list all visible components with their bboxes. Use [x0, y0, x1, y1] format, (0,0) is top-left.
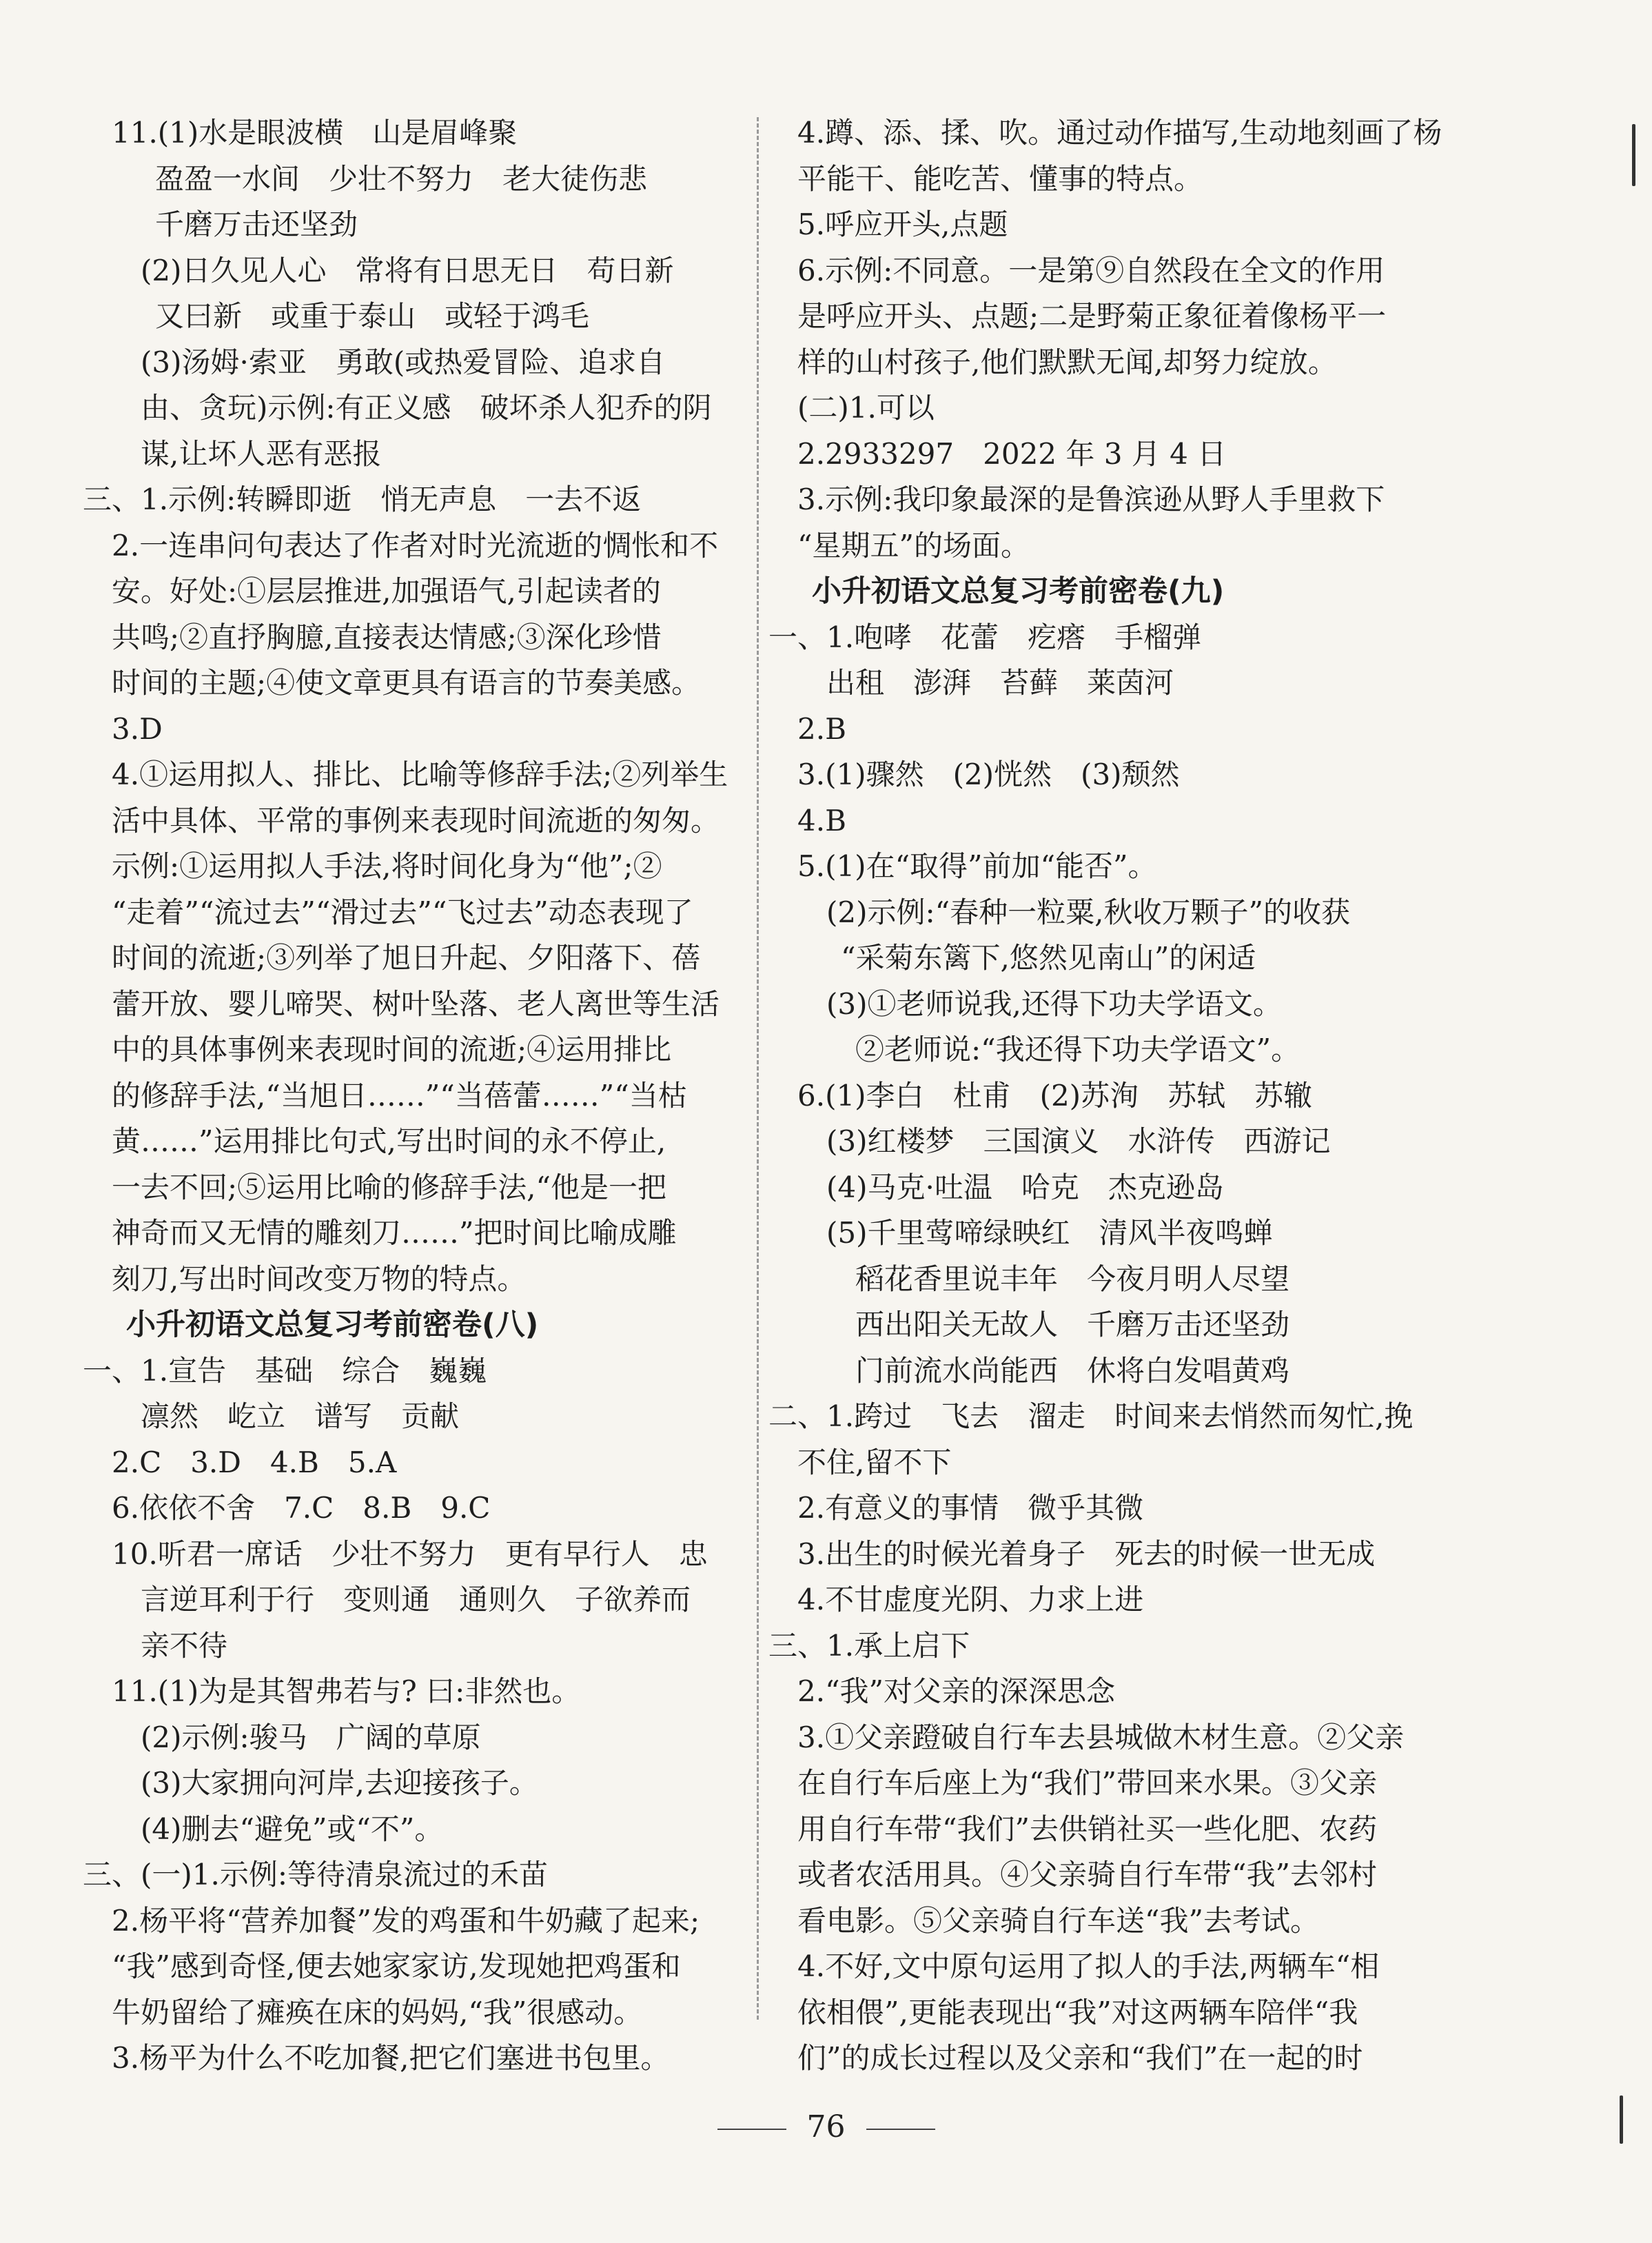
text-line: (3)①老师说我,还得下功夫学语文。 — [826, 986, 1282, 1021]
text-line: 3.出生的时候光着身子 死去的时候一世无成 — [797, 1536, 1376, 1571]
text-line: 11.(1)水是眼波横 山是眉峰聚 — [112, 116, 518, 150]
text-line: 们”的成长过程以及父亲和“我们”在一起的时 — [797, 2041, 1363, 2075]
text-line: 6.依依不舍 7.C 8.B 9.C — [112, 1491, 491, 1525]
text-line: “星期五”的场面。 — [797, 528, 1030, 562]
text-line: 出租 澎湃 苔藓 莱茵河 — [826, 666, 1174, 700]
text-line: 亲不待 — [141, 1628, 228, 1663]
left-column — [83, 110, 744, 2082]
text-line: 5.(1)在“取得”前加“能否”。 — [797, 849, 1157, 883]
text-line: (3)红楼梦 三国演义 水浒传 西游记 — [826, 1124, 1331, 1158]
text-line: 西出阳关无故人 千磨万击还坚劲 — [855, 1308, 1290, 1341]
footer-dash-right — [866, 2129, 935, 2130]
text-line: 牛奶留给了瘫痪在床的妈妈,“我”很感动。 — [112, 1995, 643, 2029]
text-line: 3.示例:我印象最深的是鲁滨逊从野人手里救下 — [797, 483, 1385, 516]
text-line: (3)大家拥向河岸,去迎接孩子。 — [141, 1766, 538, 1800]
section-heading: 小升初语文总复习考前密卷(八) — [126, 1308, 539, 1342]
text-line: 4.蹲、添、揉、吹。通过动作描写,生动地刻画了杨 — [797, 116, 1442, 150]
text-line: 看电影。⑤父亲骑自行车送“我”去考试。 — [797, 1903, 1319, 1938]
text-line: 凛然 屹立 谱写 贡献 — [141, 1399, 460, 1433]
text-line: 2.C 3.D 4.B 5.A — [112, 1445, 397, 1479]
text-line: 2.B — [797, 711, 846, 746]
text-line: 一、1.宣告 基础 综合 巍巍 — [83, 1353, 487, 1388]
text-line: 平能干、能吃苦、懂事的特点。 — [797, 161, 1203, 196]
text-line: (二)1.可以 — [797, 391, 935, 425]
text-line: 稻花香里说丰年 今夜月明人尽望 — [855, 1261, 1290, 1296]
text-line: 2.“我”对父亲的深深思念 — [797, 1674, 1116, 1708]
text-line: 4.①运用拟人、排比、比喻等修辞手法;②列举生 — [112, 758, 728, 791]
text-line: “我”感到奇怪,便去她家家访,发现她把鸡蛋和 — [112, 1949, 681, 1983]
text-line: 4.不甘虚度光阴、力求上进 — [797, 1583, 1144, 1616]
text-line: 由、贪玩)示例:有正义感 破坏杀人犯乔的阴 — [141, 391, 712, 425]
text-line: 三、1.承上启下 — [768, 1628, 970, 1663]
text-line: (4)删去“避免”或“不”。 — [141, 1811, 444, 1846]
text-line: 刻刀,写出时间改变万物的特点。 — [112, 1261, 527, 1296]
text-line: 谋,让坏人恶有恶报 — [141, 436, 382, 471]
text-line: (2)示例:“春种一粒粟,秋收万颗子”的收获 — [826, 895, 1350, 929]
text-line: (5)千里莺啼绿映红 清风半夜鸣蝉 — [826, 1216, 1273, 1250]
text-line: 或者农活用具。④父亲骑自行车带“我”去邻村 — [797, 1858, 1377, 1891]
text-line: 一去不回;⑤运用比喻的修辞手法,“他是一把 — [112, 1170, 666, 1204]
scan-mark-top — [1632, 124, 1635, 186]
text-line: 10.听君一席话 少壮不努力 更有早行人 忠 — [112, 1536, 708, 1571]
text-line: ②老师说:“我还得下功夫学语文”。 — [855, 1033, 1301, 1066]
text-line: 是呼应开头、点题;二是野菊正象征着像杨平一 — [797, 299, 1387, 333]
text-line: 11.(1)为是其智弗若与? 曰:非然也。 — [112, 1674, 581, 1708]
text-line: 又曰新 或重于泰山 或轻于鸿毛 — [155, 299, 590, 333]
text-line: 3.杨平为什么不吃加餐,把它们塞进书包里。 — [112, 2041, 670, 2075]
text-line: 2.有意义的事情 微乎其微 — [797, 1491, 1144, 1525]
text-line: 6.示例:不同意。一是第⑨自然段在全文的作用 — [797, 253, 1385, 287]
text-line: 安。好处:①层层推进,加强语气,引起读者的 — [112, 574, 661, 608]
page-footer — [0, 2109, 1652, 2144]
right-column — [768, 110, 1442, 2082]
text-line: 4.不好,文中原句运用了拟人的手法,两辆车“相 — [797, 1949, 1380, 1983]
text-line: 中的具体事例来表现时间的流逝;④运用排比 — [112, 1033, 672, 1066]
text-line: (4)马克·吐温 哈克 杰克逊岛 — [826, 1170, 1224, 1204]
text-line: (3)汤姆·索亚 勇敢(或热爱冒险、追求自 — [141, 345, 666, 379]
text-line: 时间的流逝;③列举了旭日升起、夕阳落下、蓓 — [112, 941, 701, 975]
text-line: (2)示例:骏马 广阔的草原 — [141, 1720, 481, 1754]
text-line: 二、1.跨过 飞去 溜走 时间来去悄然而匆忙,挽 — [768, 1399, 1414, 1433]
page-number: 76 — [806, 2109, 846, 2144]
text-line: 门前流水尚能西 休将白发唱黄鸡 — [855, 1353, 1290, 1388]
text-line: 3.(1)骤然 (2)恍然 (3)颓然 — [797, 758, 1180, 791]
text-line: 2.杨平将“营养加餐”发的鸡蛋和牛奶藏了起来; — [112, 1903, 700, 1938]
text-line: 2.2933297 2022 年 3 月 4 日 — [797, 436, 1227, 471]
section-heading: 小升初语文总复习考前密卷(九) — [812, 574, 1225, 609]
text-line: 的修辞手法,“当旭日……”“当蓓蕾……”“当枯 — [112, 1078, 687, 1113]
text-line: 样的山村孩子,他们默默无闻,却努力绽放。 — [797, 345, 1337, 379]
text-line: 2.一连串问句表达了作者对时光流逝的惆怅和不 — [112, 528, 719, 562]
text-line: 黄……”运用排比句式,写出时间的永不停止, — [112, 1124, 666, 1158]
text-line: 三、1.示例:转瞬即逝 悄无声息 一去不返 — [83, 483, 642, 516]
text-line: 活中具体、平常的事例来表现时间流逝的匆匆。 — [112, 803, 720, 838]
text-line: 言逆耳利于行 变则通 通则久 子欲养而 — [141, 1583, 691, 1616]
text-line: 不住,留不下 — [797, 1445, 952, 1479]
text-line: 6.(1)李白 杜甫 (2)苏洵 苏轼 苏辙 — [797, 1078, 1313, 1113]
text-line: 示例:①运用拟人手法,将时间化身为“他”;② — [112, 849, 662, 883]
text-line: 依相偎”,更能表现出“我”对这两辆车陪伴“我 — [797, 1995, 1358, 2029]
column-divider — [757, 117, 759, 2020]
text-line: 共鸣;②直抒胸臆,直接表达情感;③深化珍惜 — [112, 620, 662, 654]
text-line: 盈盈一水间 少壮不努力 老大徒伤悲 — [155, 161, 648, 196]
text-line: 神奇而又无情的雕刻刀……”把时间比喻成雕 — [112, 1216, 677, 1250]
text-line: 千磨万击还坚劲 — [155, 207, 358, 241]
text-line: 用自行车带“我们”去供销社买一些化肥、农药 — [797, 1811, 1377, 1846]
text-line: 3.①父亲蹬破自行车去县城做木材生意。②父亲 — [797, 1720, 1405, 1754]
text-line: 3.D — [112, 711, 163, 746]
text-line: 在自行车后座上为“我们”带回来水果。③父亲 — [797, 1766, 1377, 1800]
text-line: (2)日久见人心 常将有日思无日 苟日新 — [141, 253, 674, 287]
text-line: 5.呼应开头,点题 — [797, 207, 1008, 241]
text-line: 时间的主题;④使文章更具有语言的节奏美感。 — [112, 666, 701, 700]
scan-mark-bottom — [1620, 2095, 1623, 2144]
text-line: “采菊东篱下,悠然见南山”的闲适 — [841, 941, 1256, 975]
text-line: 一、1.咆哮 花蕾 疙瘩 手榴弹 — [768, 620, 1202, 654]
footer-dash-left — [717, 2129, 786, 2130]
text-line: 蕾开放、婴儿啼哭、树叶坠落、老人离世等生活 — [112, 986, 720, 1021]
text-line: 三、(一)1.示例:等待清泉流过的禾苗 — [83, 1858, 548, 1891]
text-line: 4.B — [797, 803, 846, 838]
text-line: “走着”“流过去”“滑过去”“飞过去”动态表现了 — [112, 895, 693, 929]
